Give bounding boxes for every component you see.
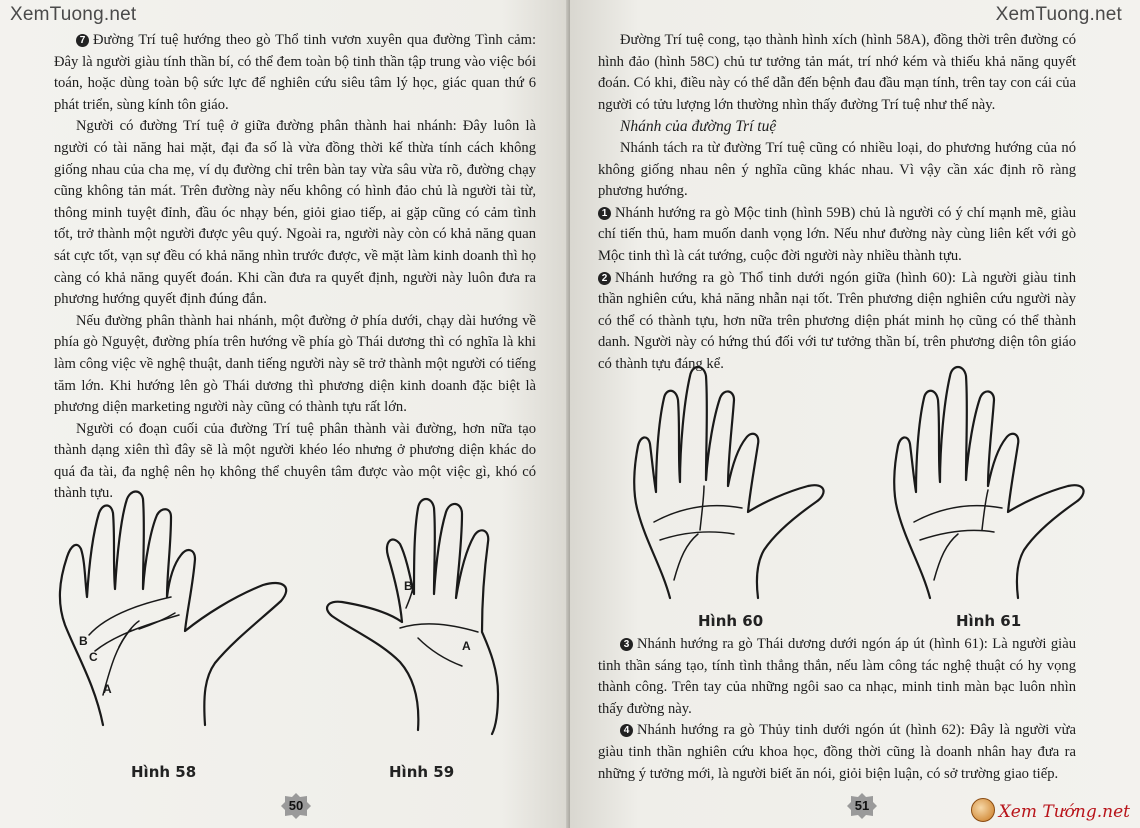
right-text-block-bottom: [598, 634, 1076, 785]
palm-figure-59: [322, 490, 532, 755]
paragraph: Nếu đường phân thành hai nhánh, một đường ở phía dưới, chạy dài hướng về phía gò Nguyệt, đường phía trên hướng về phía gò Thái dương thì có nghĩa là khi làm công việc về nghệ thuật, danh tiếng người này sẽ trở thành một người có tiếng tăm lớn. Khi hướng lên gò Thái dương thì phương diện kinh doanh đặc biệt là phương diện marketing người này cũng có thành tựu rất lớn.: [54, 312, 536, 416]
paragraph: Nhánh tách ra từ đường Trí tuệ cũng có nhiều loại, do phương hướng của nó không giống nhau nên ý nghĩa cũng khác nhau. Vì vậy cần xác định rõ ràng phương hướng.: [598, 139, 1076, 200]
section-heading: Nhánh của đường Trí tuệ: [620, 118, 777, 136]
yin-yang-icon: [971, 798, 995, 822]
paragraph: 4 Nhánh hướng ra gò Thủy tinh dưới ngón út (hình 62): Đây là người vừa giàu tinh thần nghiên cứu khoa học, đồng thời cũng là doanh nhân hay đưa ra những ý tưởng mới, là người biết ăn nói, giỏi biện luận, có sở trường giao tiếp.: [598, 722, 1076, 782]
brand-logo: Xem Tướng.net: [971, 798, 1130, 822]
paragraph: Người có đoạn cuối của đường Trí tuệ phân thành vài đường, hơn nữa tạo thành dạng xiên thì đây sẽ là một người khéo léo nhưng ở phương diện khác do quá đa tài, đa nghệ nên họ không thể chuyên tâm được vào một việc gì, khó có thành tựu.: [54, 420, 536, 502]
figure-caption-59: Hình 59: [389, 763, 455, 781]
page-number-right: 51: [846, 792, 878, 820]
number-marker: 3: [620, 638, 633, 651]
label-b: B: [404, 579, 413, 593]
palm-figure-60: [630, 362, 830, 607]
palm-figure-61: [890, 360, 1090, 607]
number-marker: 1: [598, 207, 611, 220]
palm-figure-58: [55, 485, 300, 755]
number-marker: 2: [598, 272, 611, 285]
paragraph: 7 Đường Trí tuệ hướng theo gò Thổ tinh vươn xuyên qua đường Tình cảm: Đây là người giàu tính thần bí, có thể đem toàn bộ tinh thần tập trung vào việc bói toán, hoặc dùng toàn bộ sức lực để nghiên cứu siêu tâm lý học, giác quan thứ 6 phát triển, sùng kính tôn giáo.: [54, 32, 536, 113]
paragraph: 2 Nhánh hướng ra gò Thổ tinh dưới ngón giữa (hình 60): Là người giàu tinh thần nghiên cứu, khả năng nhẫn nại tốt. Trên phương diện nghiên cứu người này có thể có thành tựu, hơn nữa trên phương diện phát minh họ cũng có thể thành danh. Người này có hứng thú đối với tư tưởng thần bí, trên phương diện tôn giáo có thành tựu đáng kể.: [598, 269, 1076, 372]
label-a: A: [103, 682, 112, 696]
watermark-left: XemTuong.net: [10, 4, 137, 25]
paragraph: Người có đường Trí tuệ ở giữa đường phân thành hai nhánh: Đây luôn là người có tài năng hai mặt, đại đa số là vừa đồng thời kế thừa tính cách không giống nhau của cha mẹ, ví dụ đường chỉ trên bàn tay vừa sâu vừa rõ, đường chạy cũng không tản mát. Trên đường này nếu không có hình đảo chủ là người tài từ, thông minh tuyệt đỉnh, đầu óc nhạy bén, giỏi giao tiếp, ai gặp cũng có cảm tình tốt, trở thành một người được yêu quý. Ngoài ra, người này còn có khả năng quan sát cực tốt, vạn sự đều có khả năng nhìn trước được, về mặt làm kinh doanh thì họ càng có khả năng quyết đoán. Khi cần đưa ra quyết định, người này luôn đưa ra phương hướng quyết định đúng đắn.: [54, 118, 536, 308]
left-text-block: [54, 30, 536, 505]
figure-caption-58: Hình 58: [131, 763, 197, 781]
watermark-right: XemTuong.net: [995, 4, 1122, 25]
figure-caption-61: Hình 61: [956, 612, 1022, 630]
paragraph: 1 Nhánh hướng ra gò Mộc tinh (hình 59B) chủ là người có ý chí mạnh mẽ, giàu chí tiến thủ, ham muốn danh vọng lớn. Nếu như đường này cùng liên kết với gò Mộc tinh thì là cát tướng, cuộc đời người này nhiều thành tựu.: [598, 204, 1076, 264]
label-a: A: [462, 639, 471, 653]
right-page: [570, 0, 1140, 828]
label-b: B: [79, 634, 88, 648]
paragraph: 3 Nhánh hướng ra gò Thái dương dưới ngón áp út (hình 61): Là người giàu tinh thần sáng tạo, tính tình thẳng thắn, nếu làm công tác nghệ thuật có hy vọng thành công. Trên tay của những ngôi sao ca nhạc, minh tinh màn bạc luôn nhìn thấy đường này.: [598, 636, 1076, 717]
right-text-block-top: [598, 30, 1076, 376]
number-marker: 4: [620, 724, 633, 737]
page-number-left: 50: [280, 792, 312, 820]
number-marker: 7: [76, 34, 89, 47]
label-c: C: [89, 650, 98, 664]
figure-caption-60: Hình 60: [698, 612, 764, 630]
paragraph: Đường Trí tuệ cong, tạo thành hình xích (hình 58A), đồng thời trên đường có hình đảo (hình 58C) chủ tư tưởng tản mát, trí nhớ kém và thiếu khả năng quyết đoán. Có khi, điều này có thể dẫn đến bệnh đau đầu mạn tính, trên tay con cái của người có tửu lượng lớn thường nhìn thấy đường Trí tuệ như thế này.: [598, 32, 1076, 113]
